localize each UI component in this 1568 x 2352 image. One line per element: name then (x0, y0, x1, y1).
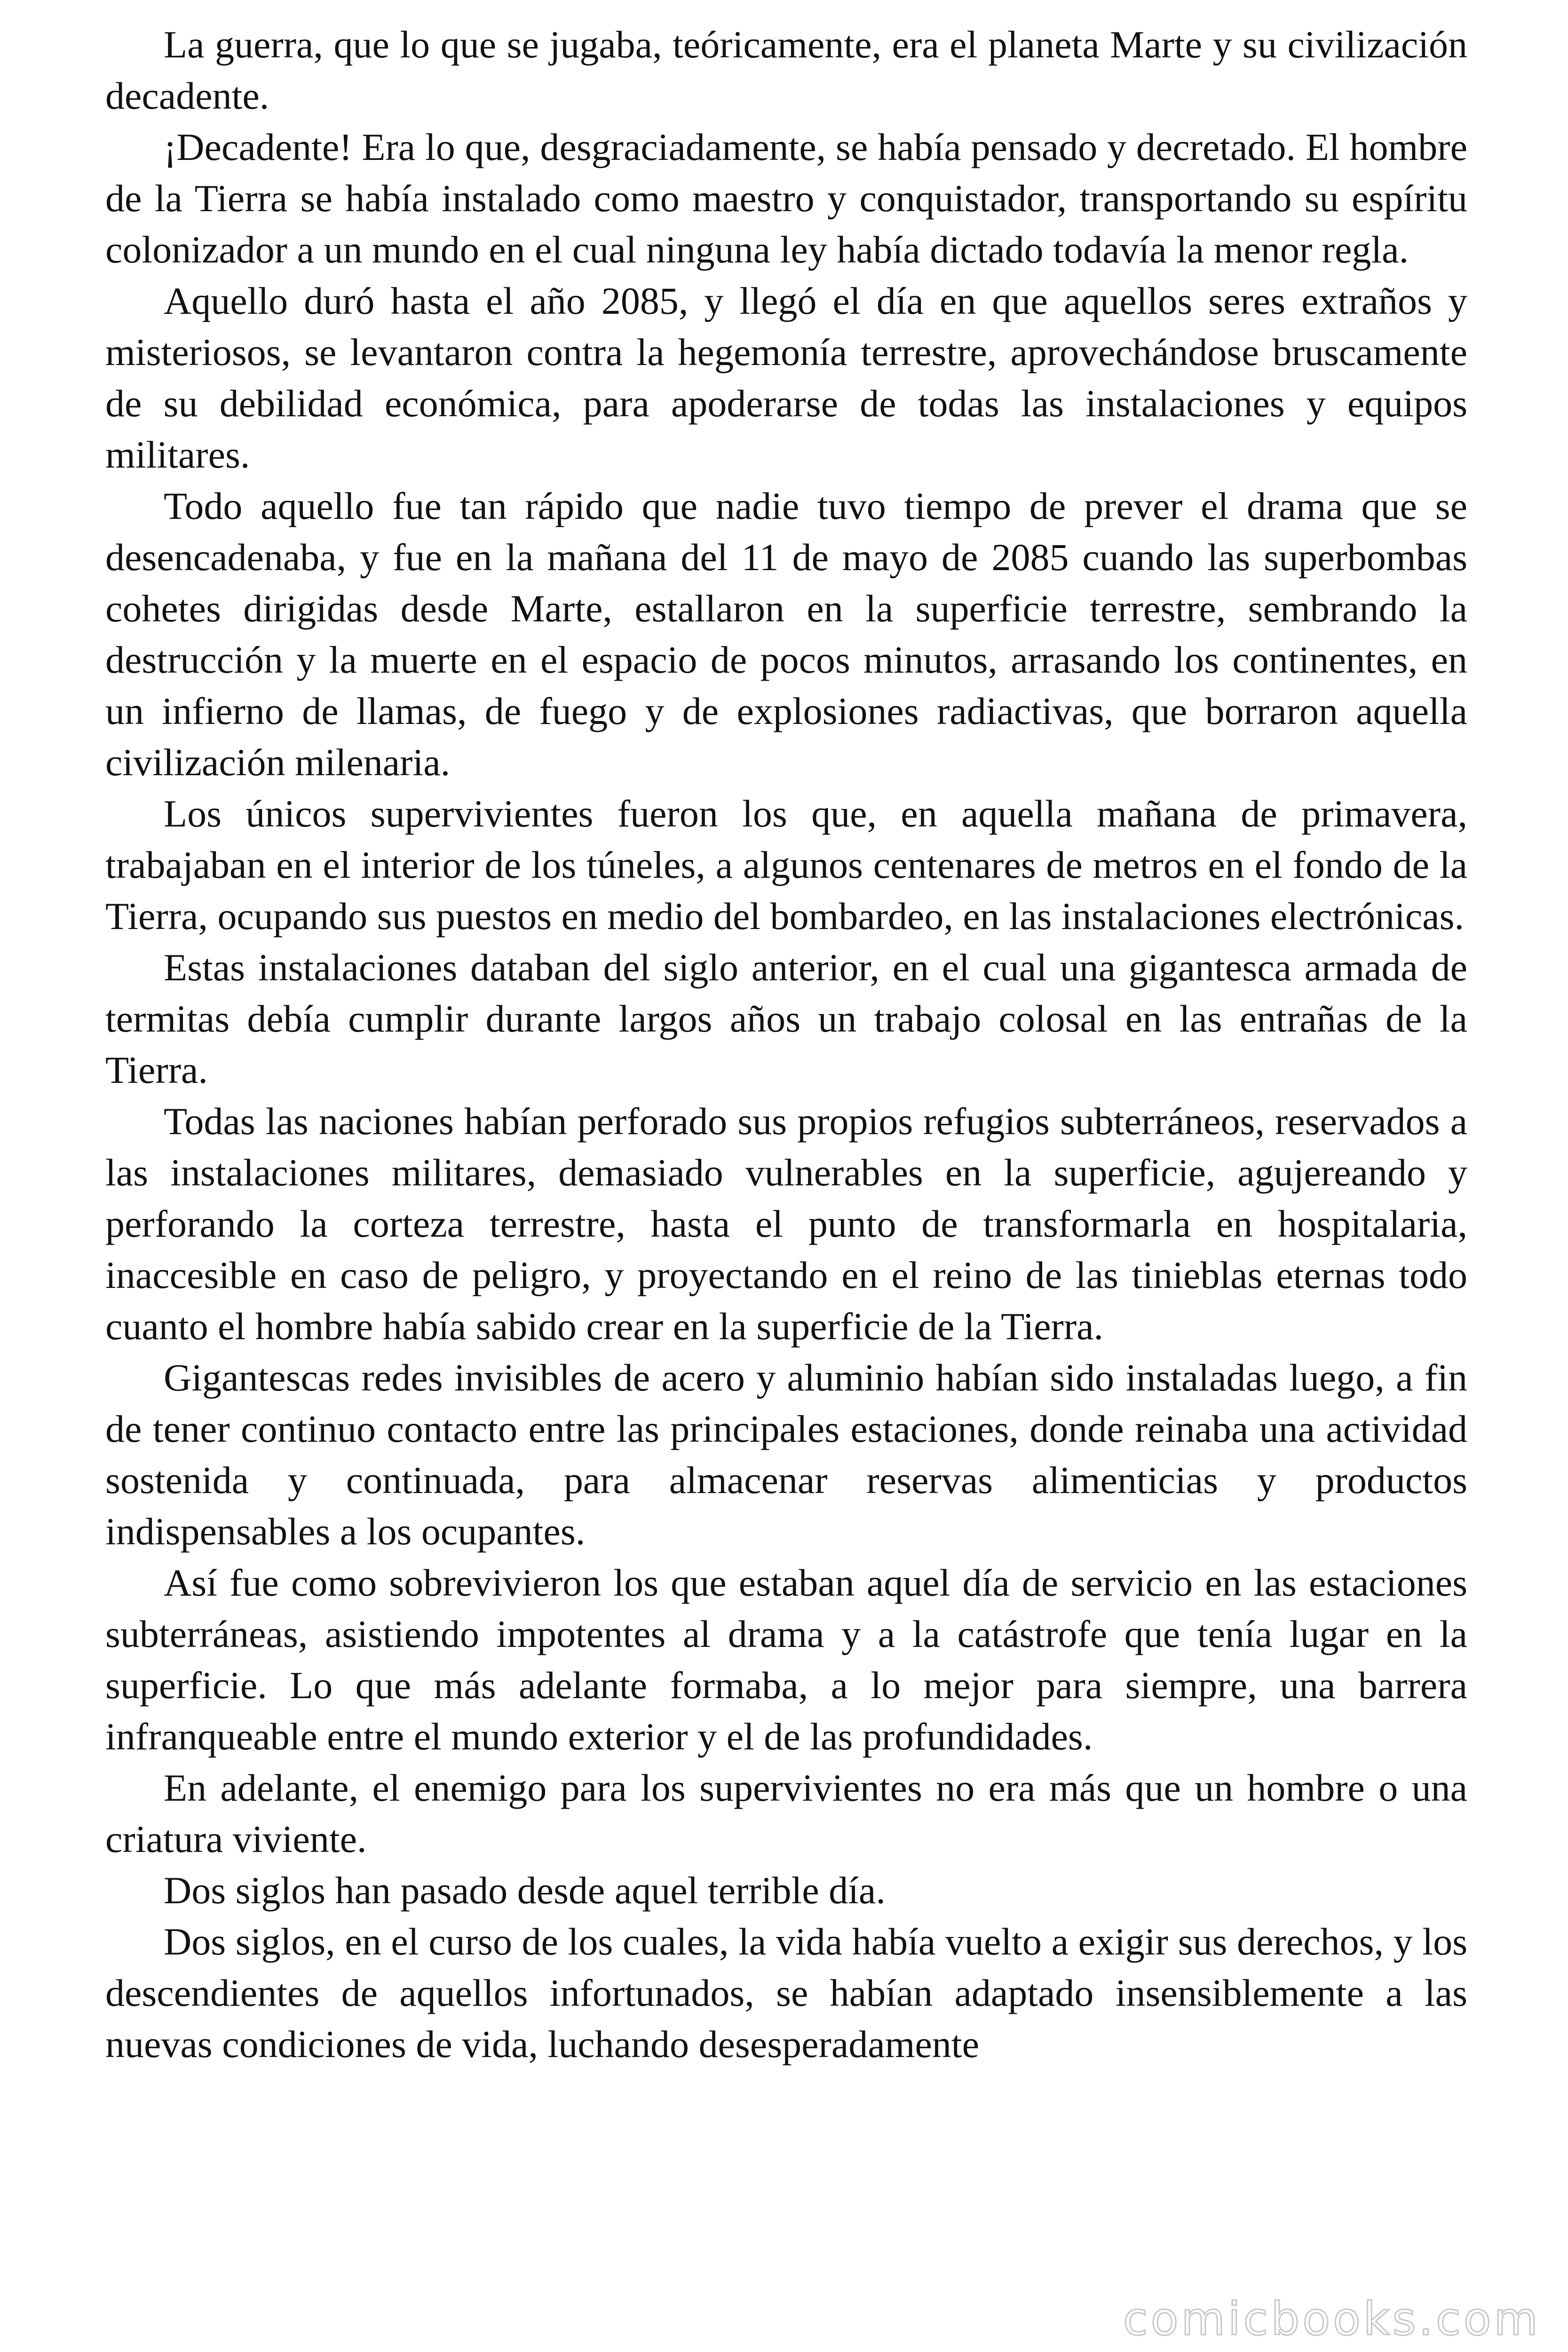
paragraph: Todo aquello fue tan rápido que nadie tuvo tiempo de prever el drama que se desencadenaba, y fue en la mañana del 11 de mayo de 2085 cuando las superbombas cohetes dirigidas desde Marte, estallaron en la superficie terrestre, sembrando la destrucción y la muerte en el espacio de pocos minutos, arrasando los continentes, en un infierno de llamas, de fuego y de explosiones radiactivas, que borraron aquella civilización milenaria. (105, 485, 1467, 784)
document-page (105, 19, 1467, 2324)
paragraph: Dos siglos, en el curso de los cuales, la vida había vuelto a exigir sus derechos, y los descendientes de aquellos infortunados, se habían adaptado insensiblemente a las nuevas condiciones de vida, luchando desesperadamente (105, 1920, 1467, 2066)
paragraph: Estas instalaciones databan del siglo anterior, en el cual una gigantesca armada de termitas debía cumplir durante largos años un trabajo colosal en las entrañas de la Tierra. (105, 946, 1467, 1091)
paragraph: Los únicos supervivientes fueron los que, en aquella mañana de primavera, trabajaban en el interior de los túneles, a algunos centenares de metros en el fondo de la Tierra, ocupando sus puestos en medio del bombardeo, en las instalaciones electrónicas. (105, 792, 1467, 938)
paragraph: Dos siglos han pasado desde aquel terrible día. (164, 1869, 886, 1912)
paragraph: Gigantescas redes invisibles de acero y aluminio habían sido instaladas luego, a fin de tener continuo contacto entre las principales estaciones, donde reinaba una actividad sostenida y continuada, para almacenar reservas alimenticias y productos indispensables a los ocupantes. (105, 1356, 1467, 1553)
paragraph: ¡Decadente! Era lo que, desgraciadamente, se había pensado y decretado. El hombre de la Tierra se había instalado como maestro y conquistador, transportando su espíritu colonizador a un mundo en el cual ninguna ley había dictado todavía la menor regla. (105, 126, 1467, 271)
paragraph: En adelante, el enemigo para los supervivientes no era más que un hombre o una criatura viviente. (105, 1766, 1467, 1860)
paragraph: La guerra, que lo que se jugaba, teóricamente, era el planeta Marte y su civilización decadente. (105, 23, 1467, 117)
paragraph: Aquello duró hasta el año 2085, y llegó el día en que aquellos seres extraños y misteriosos, se levantaron contra la hegemonía terrestre, aprovechándose bruscamente de su debilidad económica, para apoderarse de todas las instalaciones y equipos militares. (105, 279, 1467, 476)
paragraph: Así fue como sobrevivieron los que estaban aquel día de servicio en las estaciones subterráneas, asistiendo impotentes al drama y a la catástrofe que tenía lugar en la superficie. Lo que más adelante formaba, a lo mejor para siempre, una barrera infranqueable entre el mundo exterior y el de las profundidades. (105, 1561, 1467, 1758)
watermark: comicbooks.com (1123, 2293, 1541, 2345)
paragraph: Todas las naciones habían perforado sus propios refugios subterráneos, reservados a las instalaciones militares, demasiado vulnerables en la superficie, agujereando y perforando la corteza terrestre, hasta el punto de transformarla en hospitalaria, inaccesible en caso de peligro, y proyectando en el reino de las tinieblas eternas todo cuanto el hombre había sabido crear en la superficie de la Tierra. (105, 1100, 1467, 1348)
